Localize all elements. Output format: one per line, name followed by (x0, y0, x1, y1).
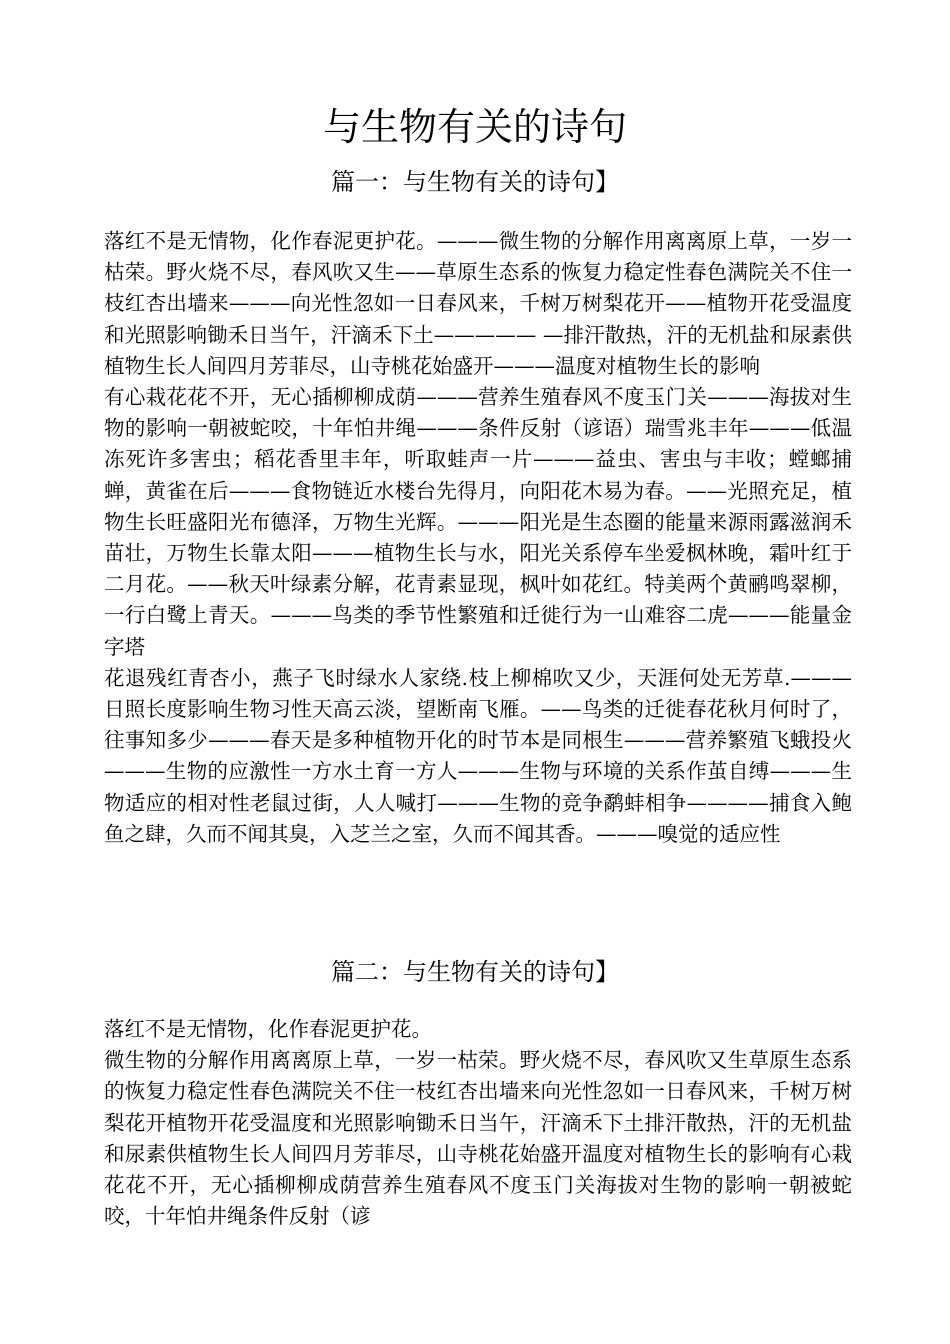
section-1-heading: 篇一：与生物有关的诗句】 (331, 168, 619, 196)
section-2-paragraph-1: 落红不是无情物，化作春泥更护花。 (104, 1017, 432, 1041)
section-1-body (104, 226, 852, 850)
section-2-paragraph-2: 微生物的分解作用离离原上草，一岁一枯荣。野火烧不尽，春风吹又生草原生态系的恢复力稳定性春色满院关不住一枝红杏出墙来向光性忽如一日春风来，千树万树梨花开植物开花受温度和光照影响锄禾日当午，汗滴禾下土排汗散热，汗的无机盐和尿素供植物生长人间四月芳菲尽，山寺桃花始盛开温度对植物生长的影响有心栽花花不开，无心插柳柳成荫营养生殖春风不度玉门关海拔对生物的影响一朝被蛇咬，十年怕井绳条件反射（谚 (104, 1048, 852, 1229)
section-1-paragraph-1: 落红不是无情物，化作春泥更护花。———微生物的分解作用离离原上草，一岁一枯荣。野火烧不尽，春风吹又生——草原生态系的恢复力稳定性春色满院关不住一枝红杏出墙来———向光性忽如一日春风来，千树万树梨花开——植物开花受温度和光照影响锄禾日当午，汗滴禾下土————— —排汗散热，汗的无机盐和尿素供植物生长人间四月芳菲尽，山寺桃花始盛开———温度对植物生长的影响 (104, 229, 852, 378)
document-title: 与生物有关的诗句 (322, 105, 627, 149)
section-1-paragraph-3: 花退残红青杏小，燕子飞时绿水人家绕.枝上柳棉吹又少，天涯何处无芳草.———日照长度影响生物习性天高云淡，望断南飞雁。——鸟类的迁徙春花秋月何时了，往事知多少———春天是多种植物开化的时节本是同根生———营养繁殖飞蛾投火———生物的应激性一方水土育一方人———生物与环境的关系作茧自缚———生物适应的相对性老鼠过街，人人喊打———生物的竞争鹬蚌相争————捕食入鲍鱼之肆，久而不闻其臭，入芝兰之室，久而不闻其香。———嗅觉的适应性 (104, 665, 852, 846)
section-2-body (104, 1014, 852, 1232)
section-1-paragraph-2: 有心栽花花不开，无心插柳柳成荫———营养生殖春风不度玉门关———海拔对生物的影响一朝被蛇咬，十年怕井绳———条件反射（谚语）瑞雪兆丰年———低温冻死许多害虫；稻花香里丰年，听取蛙声一片———益虫、害虫与丰收；螳螂捕蝉，黄雀在后———食物链近水楼台先得月，向阳花木易为春。——光照充足，植物生长旺盛阳光布德泽，万物生光辉。———阳光是生态圈的能量来源雨露滋润禾苗壮，万物生长靠太阳———植物生长与水，阳光关系停车坐爱枫林晚，霜叶红于二月花。——秋天叶绿素分解，花青素显现，枫叶如花红。特美两个黄鹂鸣翠柳，一行白鹭上青天。———鸟类的季节性繁殖和迁徙行为一山难容二虎———能量金字塔 (104, 385, 852, 659)
section-2-heading: 篇二：与生物有关的诗句】 (331, 958, 619, 986)
